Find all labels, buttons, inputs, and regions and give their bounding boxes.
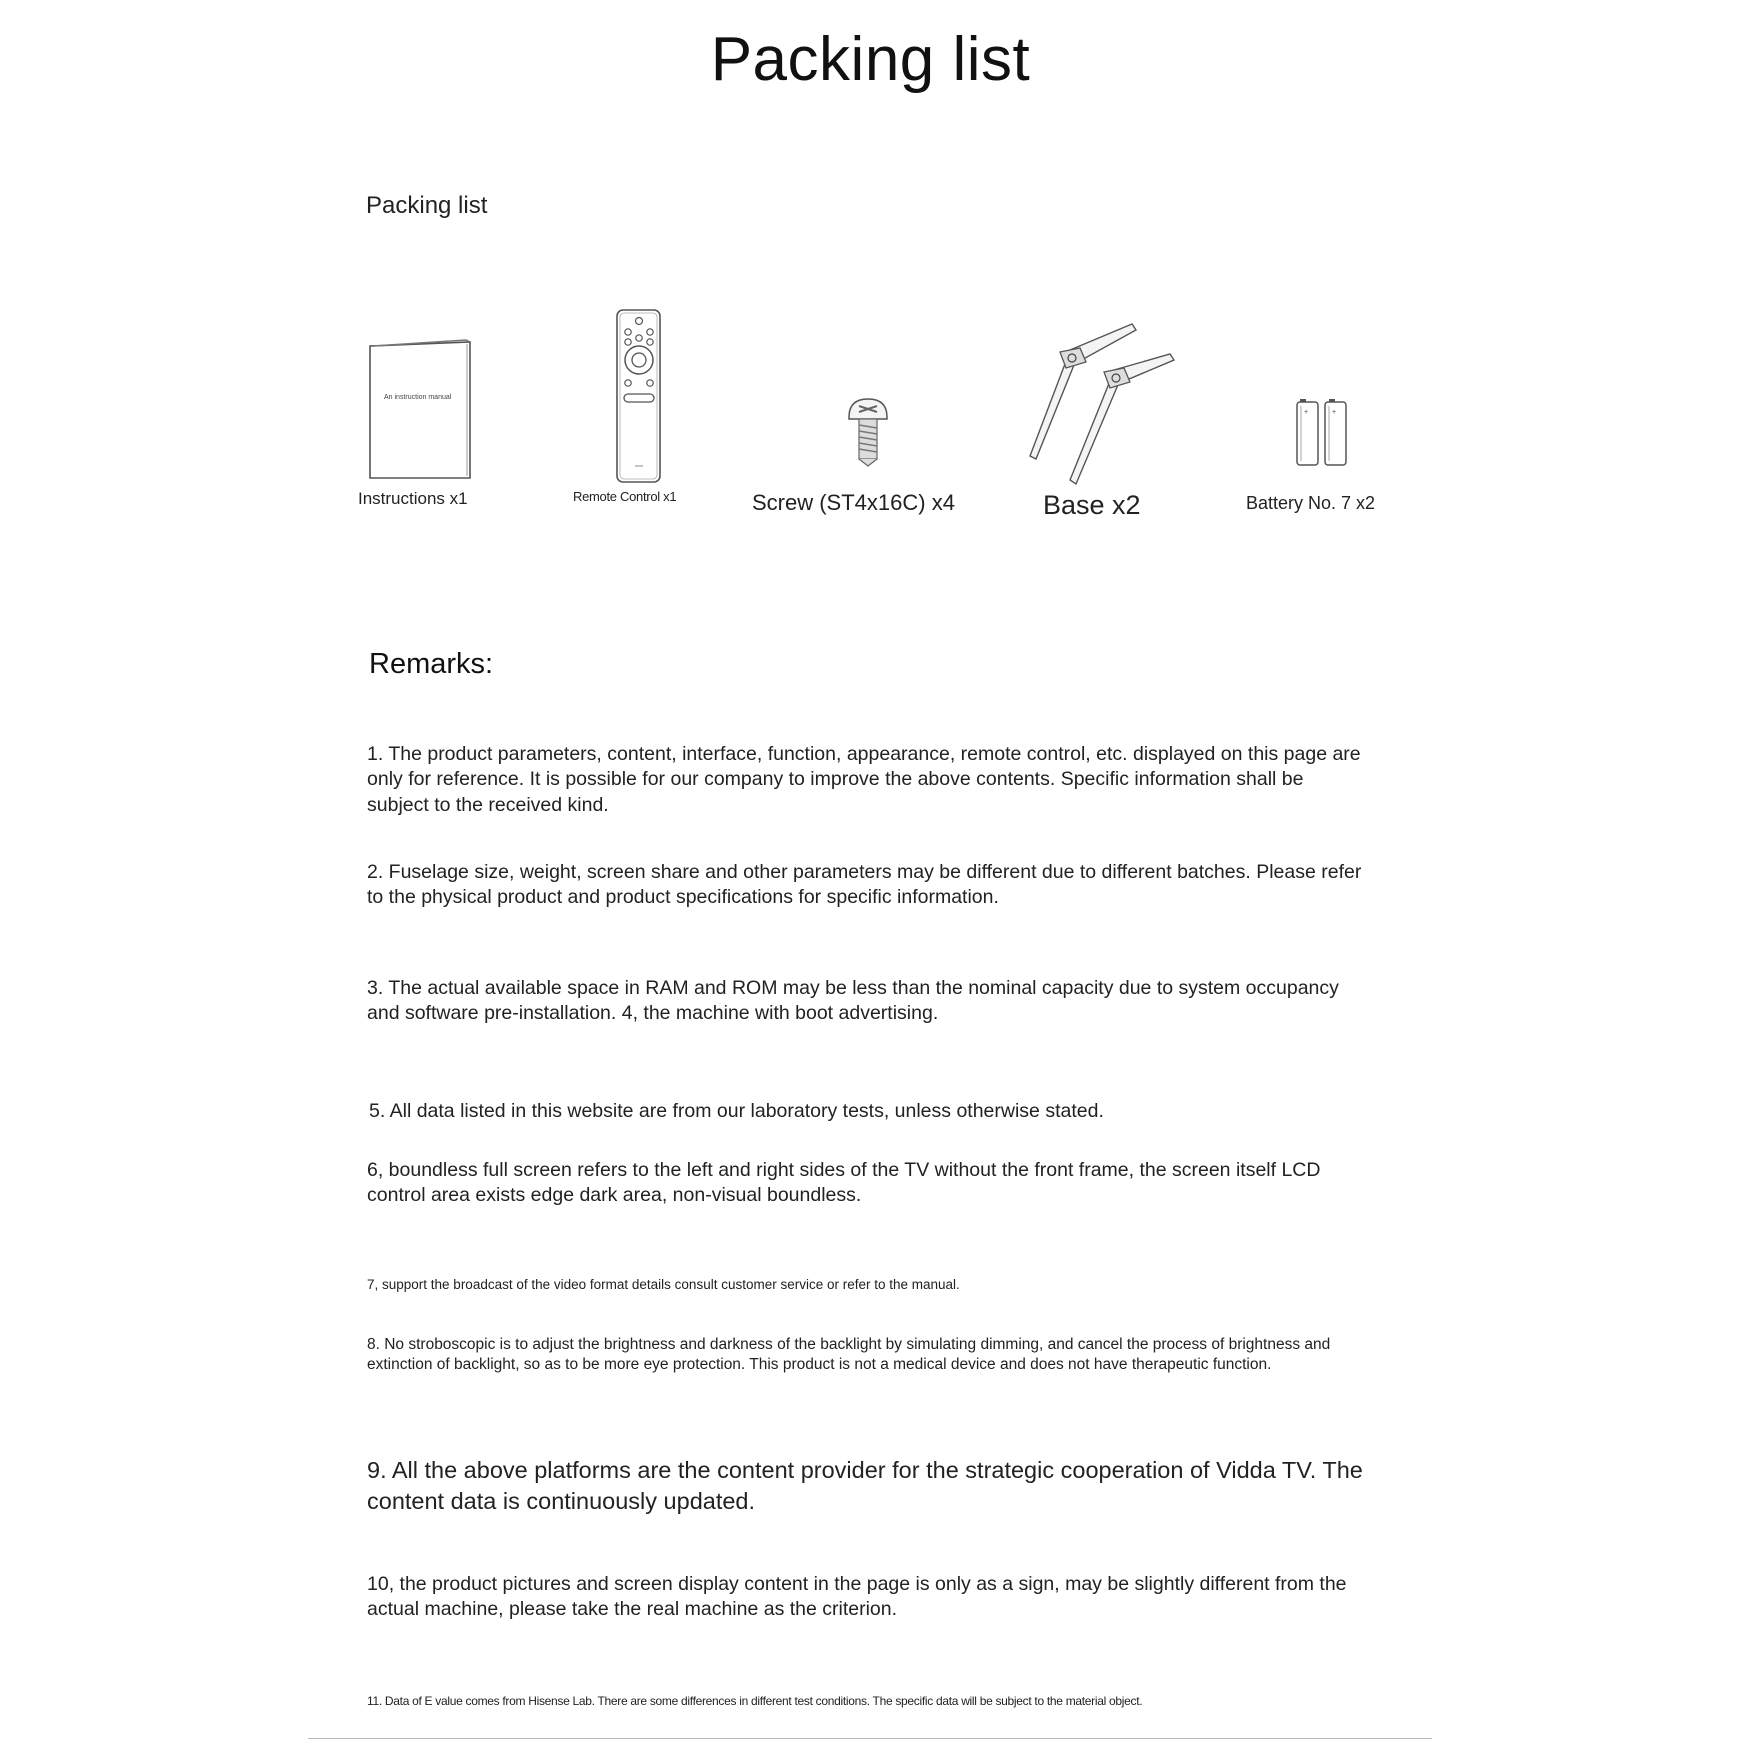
section-subtitle: Packing list (366, 192, 488, 219)
item-label-instructions: Instructions x1 (358, 489, 468, 508)
remark-11: 11. Data of E value comes from Hisense Lab. There are some differences in different test conditions. The specific data will be subject to the material object. (367, 1694, 1143, 1708)
svg-text:+: + (1304, 409, 1309, 416)
instructions-booklet-icon (366, 336, 474, 482)
remark-6: 6, boundless full screen refers to the left and right sides of the TV without the front frame, the screen itself LCD control area exists edge dark area, non-visual boundless. (367, 1159, 1321, 1207)
svg-text:+: + (1332, 409, 1337, 416)
page-title: Packing list (710, 25, 1031, 94)
screw-icon (846, 397, 890, 467)
remark-5: 5. All data listed in this website are from our laboratory tests, unless otherwise stated. (369, 1100, 1104, 1122)
remark-10: 10, the product pictures and screen display content in the page is only as a sign, may be slightly different from the actual machine, please take the real machine as the criterion. (367, 1573, 1347, 1621)
item-label-screw: Screw (ST4x16C) x4 (752, 490, 955, 515)
item-label-remote-control: Remote Control x1 (573, 489, 677, 504)
item-label-battery: Battery No. 7 x2 (1246, 493, 1376, 513)
item-label-base: Base x2 (1043, 490, 1141, 520)
remark-3: 3. The actual available space in RAM and ROM may be less than the nominal capacity due to system occupancy and software pre-installation. 4, the machine with boot advertising. (367, 977, 1339, 1025)
remark-1: 1. The product parameters, content, interface, function, appearance, remote control, etc. displayed on this page are only for reference. It is possible for our company to improve the above contents. Specific information shall be subject to the received kind. (367, 743, 1361, 816)
remark-2: 2. Fuselage size, weight, screen share and other parameters may be different due to different batches. Please refer to the physical product and product specifications for specific information. (367, 861, 1362, 909)
remark-8: 8. No stroboscopic is to adjust the brightness and darkness of the backlight by simulating dimming, and cancel the process of brightness and extinction of backlight, so as to be more eye protection. This product is not a medical device and does not have therapeutic function. (367, 1336, 1331, 1374)
base-stand-icon (1020, 322, 1180, 486)
bottom-divider (308, 1738, 1432, 1739)
remark-7: 7, support the broadcast of the video format details consult customer service or refer to the manual. (367, 1277, 960, 1292)
remark-9: 9. All the above platforms are the content provider for the strategic cooperation of Vidda TV. The content data is continuously updated. (367, 1457, 1363, 1514)
battery-icon (1296, 396, 1350, 468)
remarks-heading: Remarks: (369, 648, 494, 680)
remote-control-icon (614, 308, 664, 484)
booklet-cover-text-1: An instruction manual (384, 394, 452, 401)
